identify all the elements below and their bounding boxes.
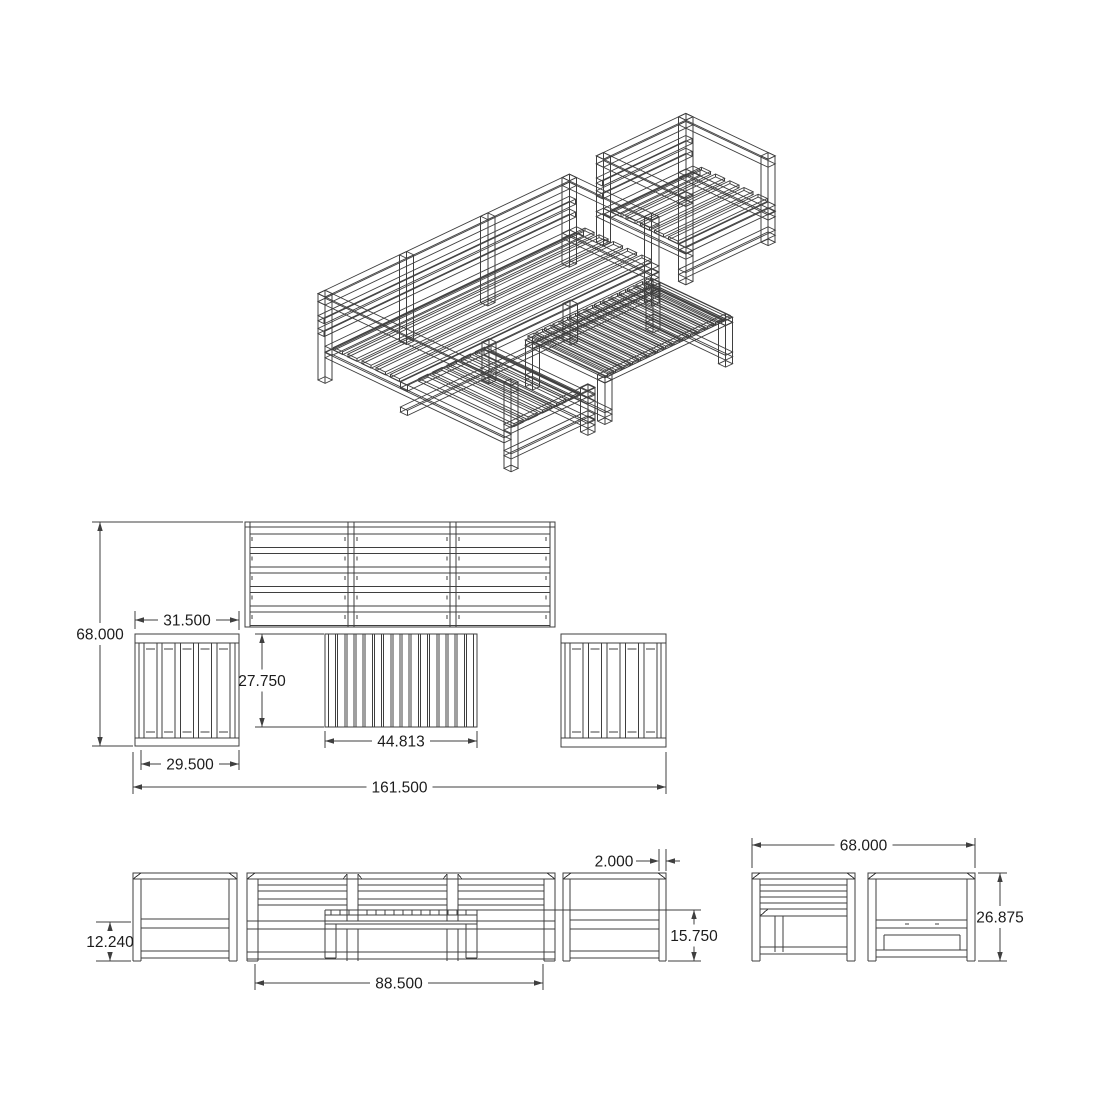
dimension-arrow <box>534 980 543 985</box>
dimension-arrow <box>135 617 144 622</box>
dimension-arrow <box>468 738 477 743</box>
dim-seat-height <box>86 922 134 961</box>
dimension-arrow <box>97 737 102 746</box>
dim-chaise-width-overall <box>135 611 239 630</box>
plan-view-chair <box>561 634 666 747</box>
isometric-view <box>318 113 775 471</box>
dim-overall-height <box>976 873 1023 961</box>
side-views <box>752 873 975 961</box>
dim-side-overall-depth <box>752 838 975 869</box>
dimension-label: 26.875 <box>976 909 1024 927</box>
dimension-label: 88.500 <box>375 975 423 993</box>
dimension-arrow <box>107 922 112 931</box>
dimension-label: 31.500 <box>163 612 211 630</box>
dimension-arrow <box>666 858 675 863</box>
plan-view-chaise <box>135 634 239 746</box>
dim-chaise-width-inner <box>141 750 239 774</box>
plan-views <box>135 522 666 747</box>
dimension-arrow <box>325 738 334 743</box>
dimension-label: 68.000 <box>839 837 888 855</box>
front-view-sofa <box>247 873 555 961</box>
dimension-arrow <box>691 952 696 961</box>
dimension-arrow <box>752 842 761 847</box>
dim-sofa-length <box>255 964 543 993</box>
side-view-sofa <box>752 873 855 961</box>
dimension-arrow <box>107 952 112 961</box>
dimension-label: 2.000 <box>594 853 634 871</box>
dimension-label: 44.813 <box>377 733 425 751</box>
iso-coffee-table <box>525 278 732 425</box>
dimension-arrow <box>230 761 239 766</box>
dim-table-height <box>477 910 718 961</box>
dimension-arrow <box>997 873 1002 882</box>
front-view-chair <box>563 873 666 961</box>
dimension-arrow <box>657 784 666 789</box>
dimension-arrow <box>230 617 239 622</box>
dimension-label: 12.240 <box>86 934 134 951</box>
dimension-label: 27.750 <box>238 673 286 690</box>
plan-view-sofa <box>245 522 555 627</box>
dim-table-width <box>325 731 477 751</box>
dimension-arrow <box>966 842 975 847</box>
front-view-table <box>325 910 477 958</box>
front-view-chaise-end <box>133 873 237 961</box>
plan-view-table <box>325 634 477 727</box>
dimension-arrow <box>650 858 659 863</box>
front-views <box>133 873 666 961</box>
dimension-arrow <box>997 952 1002 961</box>
dimension-arrow <box>255 980 264 985</box>
dimension-label: 29.500 <box>166 756 214 774</box>
dimension-label: 15.750 <box>670 928 718 945</box>
dimension-arrow <box>259 718 264 727</box>
dimension-arrow <box>133 784 142 789</box>
dimension-label: 161.500 <box>371 779 428 797</box>
dimension-arrow <box>141 761 150 766</box>
side-view-chair <box>868 873 975 961</box>
dimension-arrow <box>97 522 102 531</box>
dim-arm-thickness <box>595 849 680 871</box>
dim-table-depth <box>238 634 324 727</box>
dimension-label: 68.000 <box>76 626 124 644</box>
dimension-arrow <box>259 634 264 643</box>
dimension-arrow <box>691 910 696 919</box>
